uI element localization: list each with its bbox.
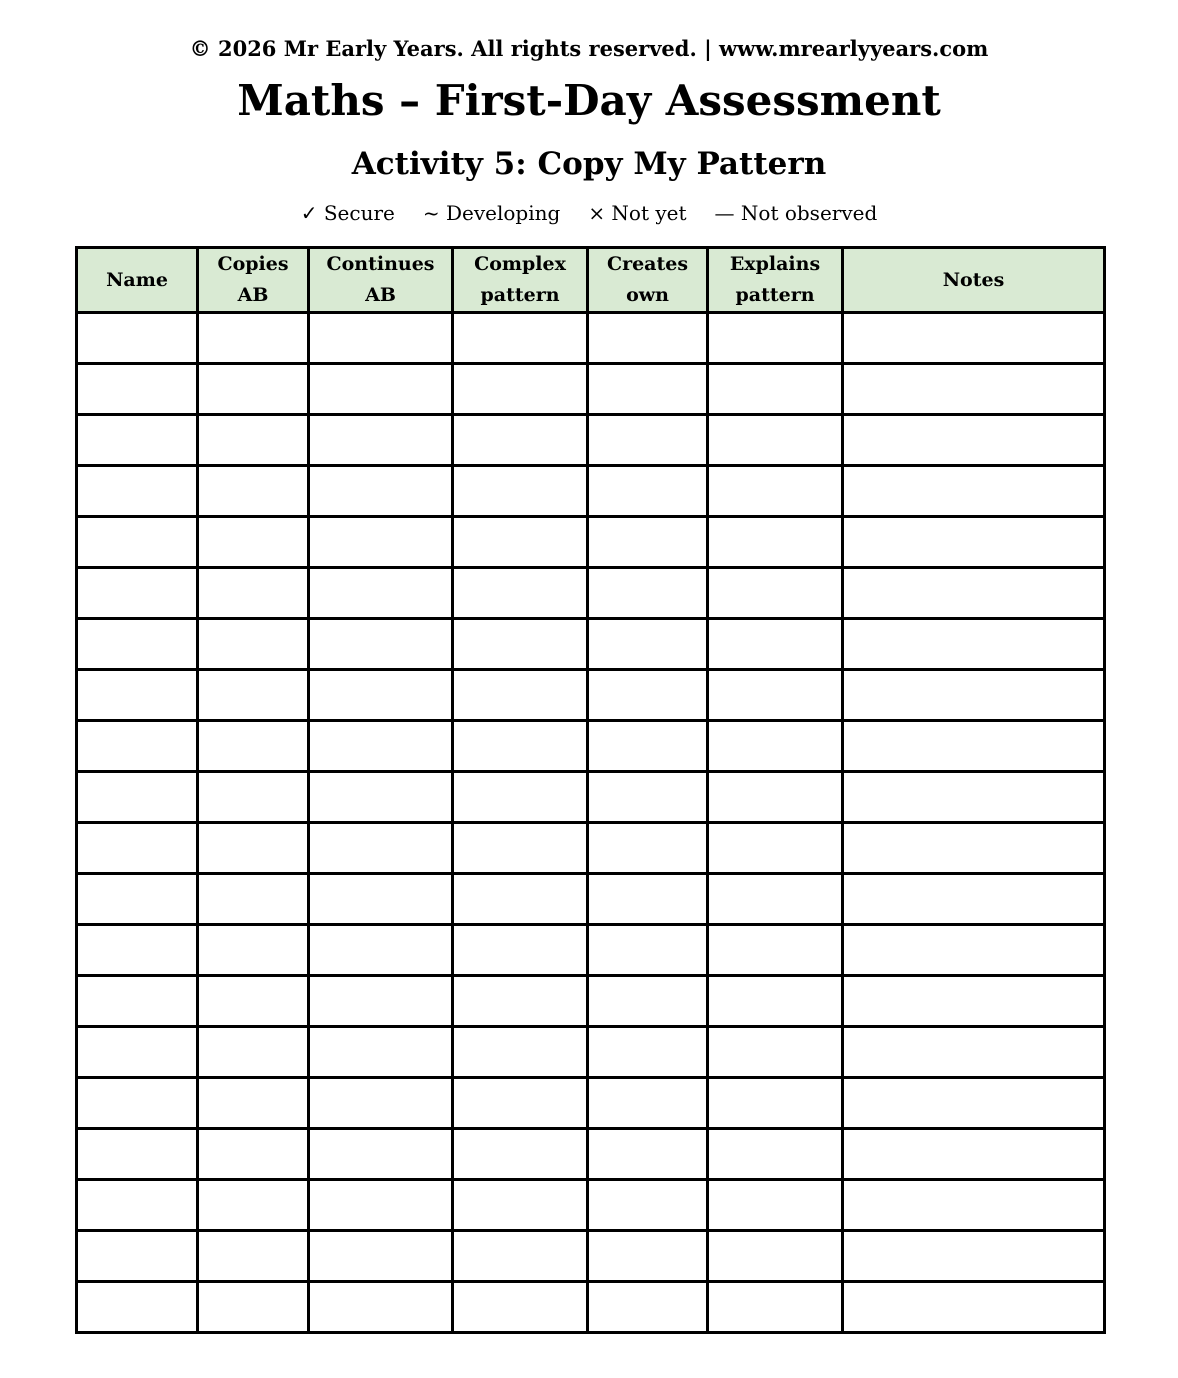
table-cell: [588, 1180, 708, 1231]
table-cell: [708, 976, 843, 1027]
table-cell: [708, 466, 843, 517]
table-cell: [198, 517, 309, 568]
table-cell: [708, 1027, 843, 1078]
table-cell: [198, 874, 309, 925]
table-cell: [453, 1282, 588, 1333]
table-cell: [198, 1282, 309, 1333]
table-cell: [309, 823, 453, 874]
table-cell: [309, 517, 453, 568]
table-cell: [843, 874, 1105, 925]
table-cell: [309, 976, 453, 1027]
table-cell: [77, 517, 198, 568]
table-cell: [588, 1282, 708, 1333]
table-cell: [588, 1027, 708, 1078]
assessment-key: [0, 198, 1178, 228]
table-cell: [453, 619, 588, 670]
table-cell: [708, 415, 843, 466]
table-cell: [198, 670, 309, 721]
table-cell: [77, 1027, 198, 1078]
table-cell: [708, 772, 843, 823]
table-row: [77, 976, 1105, 1027]
column-header-creates-own: Creates own: [588, 248, 708, 313]
table-cell: [843, 1027, 1105, 1078]
table-cell: [708, 823, 843, 874]
table-cell: [843, 823, 1105, 874]
table-cell: [843, 619, 1105, 670]
table-cell: [453, 466, 588, 517]
copyright-line: © 2026 Mr Early Years. All rights reserved. | www.mrearlyyears.com: [189, 36, 989, 61]
table-row: [77, 823, 1105, 874]
table-row: [77, 721, 1105, 772]
table-cell: [843, 568, 1105, 619]
table-row: [77, 1231, 1105, 1282]
table-cell: [708, 721, 843, 772]
table-cell: [588, 568, 708, 619]
table-cell: [453, 1231, 588, 1282]
table-cell: [77, 772, 198, 823]
table-cell: [708, 925, 843, 976]
table-cell: [453, 313, 588, 364]
table-cell: [198, 1231, 309, 1282]
table-cell: [77, 1231, 198, 1282]
table-cell: [708, 364, 843, 415]
table-cell: [453, 976, 588, 1027]
table-cell: [198, 1180, 309, 1231]
table-row: [77, 415, 1105, 466]
table-cell: [453, 415, 588, 466]
table-cell: [198, 976, 309, 1027]
table-cell: [309, 670, 453, 721]
table-cell: [588, 670, 708, 721]
table-row: [77, 1078, 1105, 1129]
table-row: [77, 1180, 1105, 1231]
table-cell: [198, 568, 309, 619]
table-cell: [198, 772, 309, 823]
page-title: Maths – First-Day Assessment: [237, 76, 941, 125]
table-cell: [588, 823, 708, 874]
table-cell: [843, 1231, 1105, 1282]
table-row: [77, 772, 1105, 823]
table-cell: [309, 1129, 453, 1180]
table-cell: [309, 1027, 453, 1078]
activity-subtitle: Activity 5: Copy My Pattern: [351, 146, 827, 182]
key-secure: ✓ Secure: [300, 201, 395, 225]
table-cell: [453, 721, 588, 772]
table-cell: [453, 568, 588, 619]
table-row: [77, 313, 1105, 364]
table-cell: [588, 1129, 708, 1180]
table-cell: [77, 1282, 198, 1333]
table-cell: [309, 415, 453, 466]
table-cell: [588, 721, 708, 772]
table-cell: [309, 772, 453, 823]
table-row: [77, 517, 1105, 568]
table-cell: [453, 364, 588, 415]
table-cell: [588, 1231, 708, 1282]
table-cell: [198, 415, 309, 466]
table-cell: [708, 313, 843, 364]
table-row: [77, 364, 1105, 415]
column-header-copies-ab: Copies AB: [198, 248, 309, 313]
table-row: [77, 1282, 1105, 1333]
assessment-table: [75, 246, 1106, 1334]
table-cell: [309, 925, 453, 976]
table-cell: [309, 874, 453, 925]
column-header-continues-ab: Continues AB: [309, 248, 453, 313]
key-not-yet: × Not yet: [588, 201, 687, 225]
table-cell: [309, 1078, 453, 1129]
table-cell: [708, 670, 843, 721]
table-cell: [453, 925, 588, 976]
table-cell: [843, 1282, 1105, 1333]
column-header-name: Name: [77, 248, 198, 313]
table-cell: [843, 1129, 1105, 1180]
table-cell: [77, 313, 198, 364]
table-cell: [309, 721, 453, 772]
table-cell: [77, 721, 198, 772]
table-cell: [77, 568, 198, 619]
table-cell: [453, 874, 588, 925]
table-cell: [843, 670, 1105, 721]
table-cell: [198, 1078, 309, 1129]
table-cell: [309, 313, 453, 364]
table-cell: [588, 976, 708, 1027]
table-cell: [588, 364, 708, 415]
table-cell: [309, 619, 453, 670]
table-cell: [843, 466, 1105, 517]
table-cell: [77, 823, 198, 874]
table-cell: [843, 976, 1105, 1027]
table-cell: [708, 1129, 843, 1180]
key-developing: ~ Developing: [422, 201, 561, 225]
table-cell: [708, 568, 843, 619]
table-cell: [77, 1180, 198, 1231]
table-cell: [309, 466, 453, 517]
table-row: [77, 874, 1105, 925]
table-cell: [309, 364, 453, 415]
table-cell: [309, 1231, 453, 1282]
table-cell: [77, 925, 198, 976]
table-cell: [843, 364, 1105, 415]
table-cell: [453, 670, 588, 721]
table-row: [77, 925, 1105, 976]
table-cell: [198, 1129, 309, 1180]
table-cell: [453, 1027, 588, 1078]
table-cell: [843, 1078, 1105, 1129]
table-cell: [708, 1180, 843, 1231]
table-cell: [588, 466, 708, 517]
table-cell: [77, 619, 198, 670]
table-cell: [588, 925, 708, 976]
table-body: [77, 313, 1105, 1333]
table-cell: [453, 1180, 588, 1231]
table-cell: [588, 619, 708, 670]
table-cell: [198, 1027, 309, 1078]
table-cell: [708, 874, 843, 925]
table-cell: [77, 1078, 198, 1129]
table-header-row: [77, 248, 1105, 313]
table-cell: [453, 517, 588, 568]
column-header-notes: Notes: [843, 248, 1105, 313]
table-cell: [77, 466, 198, 517]
table-cell: [77, 364, 198, 415]
table-cell: [843, 415, 1105, 466]
table-cell: [843, 313, 1105, 364]
table-cell: [309, 1282, 453, 1333]
table-cell: [77, 976, 198, 1027]
table-cell: [198, 466, 309, 517]
table-row: [77, 1027, 1105, 1078]
table-cell: [77, 670, 198, 721]
column-header-complex-pattern: Complex pattern: [453, 248, 588, 313]
table-cell: [843, 925, 1105, 976]
table-cell: [588, 772, 708, 823]
table-cell: [708, 1231, 843, 1282]
table-row: [77, 1129, 1105, 1180]
table-cell: [77, 874, 198, 925]
table-cell: [309, 568, 453, 619]
table-cell: [843, 721, 1105, 772]
table-cell: [708, 517, 843, 568]
table-cell: [588, 313, 708, 364]
table-row: [77, 670, 1105, 721]
table-cell: [588, 1078, 708, 1129]
table-cell: [198, 313, 309, 364]
table-cell: [77, 1129, 198, 1180]
table-cell: [198, 619, 309, 670]
table-row: [77, 568, 1105, 619]
table-cell: [198, 925, 309, 976]
table-row: [77, 619, 1105, 670]
table-cell: [453, 1129, 588, 1180]
table-cell: [198, 823, 309, 874]
table-cell: [708, 619, 843, 670]
table-cell: [198, 721, 309, 772]
table-cell: [708, 1282, 843, 1333]
table-cell: [453, 823, 588, 874]
table-cell: [843, 517, 1105, 568]
table-cell: [198, 364, 309, 415]
table-cell: [588, 874, 708, 925]
column-header-explains-pattern: Explains pattern: [708, 248, 843, 313]
table-cell: [588, 517, 708, 568]
table-cell: [309, 1180, 453, 1231]
key-not-observed: — Not observed: [714, 201, 878, 225]
table-row: [77, 466, 1105, 517]
table-cell: [453, 772, 588, 823]
table-cell: [843, 772, 1105, 823]
table-cell: [453, 1078, 588, 1129]
table-cell: [77, 415, 198, 466]
table-cell: [588, 415, 708, 466]
table-cell: [843, 1180, 1105, 1231]
table-cell: [708, 1078, 843, 1129]
